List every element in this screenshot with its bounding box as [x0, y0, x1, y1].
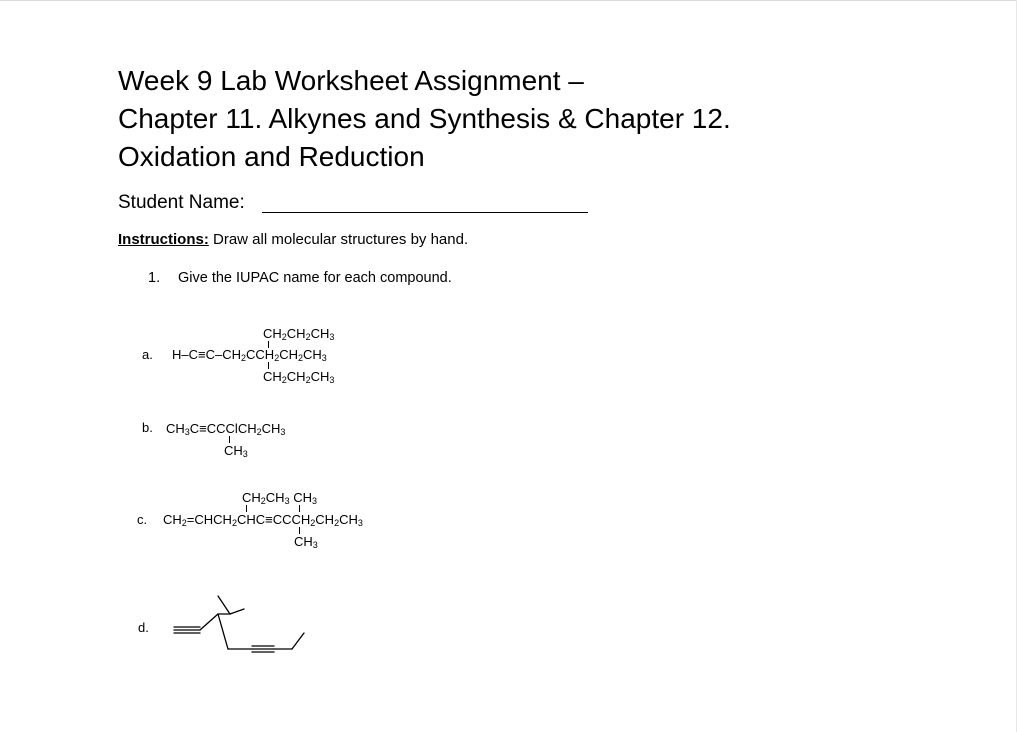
compound-c-bond-down	[299, 527, 300, 534]
compound-c-bottom-branch: $CH_3$	[294, 534, 318, 550]
student-name-blank-line[interactable]	[262, 212, 588, 213]
instructions	[118, 231, 468, 248]
compound-a-label: a.	[142, 347, 153, 362]
compound-a-bond-down	[268, 362, 269, 369]
compound-c-main-chain: $CH_2=CHCH_2CHC\equiv CCCH_2CH_2CH_3$	[163, 512, 363, 528]
compound-c-bond-up-1	[246, 505, 247, 512]
compound-b-bond-down	[229, 436, 230, 443]
compound-c-top-branch: $CH_2CH_3$ $CH_3$	[242, 490, 317, 506]
student-name-label: Student Name:	[118, 192, 245, 213]
compound-d-label: d.	[138, 620, 149, 635]
compound-a-bottom-branch: $CH_2CH_2CH_3$	[263, 369, 335, 385]
title-line-2: Chapter 11. Alkynes and Synthesis & Chapter 12.	[118, 103, 731, 134]
compound-a-main-chain: $H-C\equiv C-CH_2CCH_2CH_2CH_3$	[172, 347, 327, 363]
compound-b-label: b.	[142, 420, 153, 435]
question-text: Give the IUPAC name for each compound.	[178, 270, 452, 286]
compound-b-main-chain: $CH_3C\equiv CCClCH_2CH_3$	[166, 421, 286, 437]
page-top-edge	[0, 0, 1017, 1]
title-line-3: Oxidation and Reduction	[118, 141, 425, 172]
skeletal-structure-icon	[160, 585, 320, 665]
instructions-text: Draw all molecular structures by hand.	[208, 231, 469, 248]
compound-b-branch: $CH_3$	[224, 443, 248, 459]
instructions-label: Instructions:	[118, 231, 209, 248]
compound-c-label: c.	[137, 512, 148, 527]
title-line-1: Week 9 Lab Worksheet Assignment –	[118, 65, 584, 96]
compound-c-bond-up-2	[299, 505, 300, 512]
compound-a-top-branch: $CH_2CH_2CH_3$	[263, 326, 335, 342]
question-number: 1.	[148, 270, 161, 286]
